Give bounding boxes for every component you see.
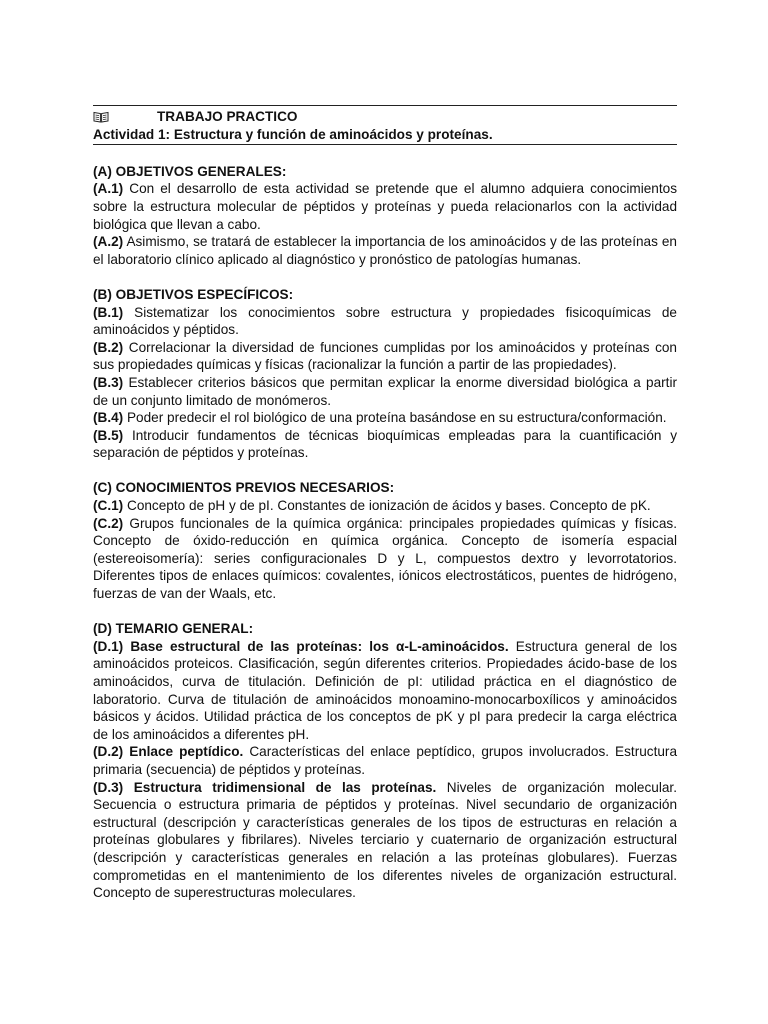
- item-a-2: [93, 233, 677, 268]
- item-d-3: [93, 779, 677, 902]
- document-page: [93, 105, 677, 902]
- item-code: (A.1): [93, 181, 124, 197]
- item-code: (A.2): [93, 234, 124, 250]
- section-c: [93, 479, 677, 602]
- item-text: Características del enlace peptídico, grupos involucrados. Estructura primaria (secuencia) de péptidos y proteínas.: [93, 744, 678, 777]
- item-code: (C.1): [93, 498, 124, 514]
- item-text: Poder predecir el rol biológico de una proteína basándose en su estructura/conformación.: [123, 410, 667, 426]
- document-header: [93, 106, 677, 144]
- item-code: (B.1): [93, 304, 124, 320]
- section-title: (D) TEMARIO GENERAL:: [93, 621, 254, 637]
- section-b: [93, 286, 677, 462]
- section-spacer: [93, 603, 677, 621]
- item-text: Concepto de pH y de pI. Constantes de ionización de ácidos y bases. Concepto de pK.: [123, 498, 651, 514]
- item-text: Asimismo, se tratará de establecer la importancia de los aminoácidos y de las proteínas en el laboratorio clínico aplicado al diagnóstico y pronóstico de patologías humanas.: [93, 234, 677, 267]
- section-title: (A) OBJETIVOS GENERALES:: [93, 163, 287, 179]
- section-spacer: [93, 268, 677, 286]
- item-d-2: [93, 743, 677, 778]
- section-spacer: [93, 462, 677, 480]
- document-title: TRABAJO PRACTICO: [157, 109, 298, 124]
- item-b-3: [93, 374, 677, 409]
- item-text: Correlacionar la diversidad de funciones cumplidas por los aminoácidos y proteínas con sus propiedades químicas y físicas (racionalizar la función a partir de las propiedades).: [93, 339, 677, 373]
- item-d-1: [93, 638, 677, 744]
- item-code: (D.2): [93, 744, 124, 760]
- item-code: (B.3): [93, 374, 124, 390]
- item-text: Grupos funcionales de la química orgánica: principales propiedades químicas y físicas. Concepto de óxido-reducción en química orgánica. Concepto de isomería espacial (estereoisomería): series configuracionales D y L, compuestos dextro y levorrotatorios. Diferentes tipos de enlaces químicos: covalentes, iónicos electrostáticos, puentes de hidrógeno, fuerzas de van der Waals, etc.: [93, 515, 677, 602]
- item-code: (B.5): [93, 427, 124, 443]
- item-code: (B.2): [93, 339, 124, 355]
- section-title: (B) OBJETIVOS ESPECÍFICOS:: [93, 286, 294, 302]
- activity-title: Actividad 1: Estructura y función de aminoácidos y proteínas.: [93, 126, 493, 142]
- item-c-1: [93, 497, 677, 515]
- item-b-5: [93, 427, 677, 462]
- section-d: [93, 620, 677, 902]
- item-code: (C.2): [93, 515, 124, 531]
- item-lead: Estructura tridimensional de las proteínas.: [123, 779, 437, 795]
- sections-container: [93, 145, 677, 902]
- item-c-2: [93, 515, 677, 603]
- item-text: Estructura general de los aminoácidos proteicos. Clasificación, según diferentes criterios. Propiedades ácido-base de los aminoácidos, curva de titulación. Definición de pI: utilidad práctica en el diagnóstico de laboratorio. Curva de titulación de aminoácidos monoamino-monocarboxílicos y aminoácidos básicos y ácidos. Utilidad práctica de los conceptos de pK y pI para predecir la carga eléctrica de los aminoácidos a diferentes pH.: [93, 638, 677, 742]
- item-b-1: [93, 304, 677, 339]
- book-icon: [93, 111, 109, 123]
- item-text: Con el desarrollo de esta actividad se pretende que el alumno adquiera conocimientos sobre la estructura molecular de péptidos y proteínas y pueda relacionarlos con la actividad biológica que llevan a cabo.: [93, 181, 677, 232]
- item-text: Niveles de organización molecular. Secuencia o estructura primaria de péptidos y proteínas. Nivel secundario de organización estructural (descripción y características generales de los tipos de estructuras en relación a proteínas globulares y fibrilares). Niveles terciario y cuaternario de organización estructural (descripción y características generales en relación a las proteínas globulares). Fuerzas comprometidas en el mantenimiento de los diferentes niveles de organización estructural. Concepto de superestructuras moleculares.: [93, 779, 677, 901]
- item-b-4: [93, 409, 677, 427]
- section-a: [93, 163, 677, 269]
- section-title: (C) CONOCIMIENTOS PREVIOS NECESARIOS:: [93, 480, 395, 496]
- header-title-line: [93, 108, 677, 126]
- item-code: (D.3): [93, 779, 124, 795]
- section-spacer: [93, 145, 677, 163]
- item-a-1: [93, 180, 677, 233]
- item-code: (D.1): [93, 638, 124, 654]
- item-text: Introducir fundamentos de técnicas bioquímicas empleadas para la cuantificación y separación de péptidos y proteínas.: [93, 427, 677, 461]
- item-lead: Base estructural de las proteínas: los α-L-aminoácidos.: [123, 638, 509, 654]
- item-text: Establecer criterios básicos que permitan explicar la enorme diversidad biológica a partir de un conjunto limitado de monómeros.: [93, 374, 677, 408]
- item-text: Sistematizar los conocimientos sobre estructura y propiedades fisicoquímicas de aminoácidos y péptidos.: [93, 304, 677, 338]
- item-b-2: [93, 339, 677, 374]
- item-lead: Enlace peptídico.: [123, 744, 244, 760]
- item-code: (B.4): [93, 410, 124, 426]
